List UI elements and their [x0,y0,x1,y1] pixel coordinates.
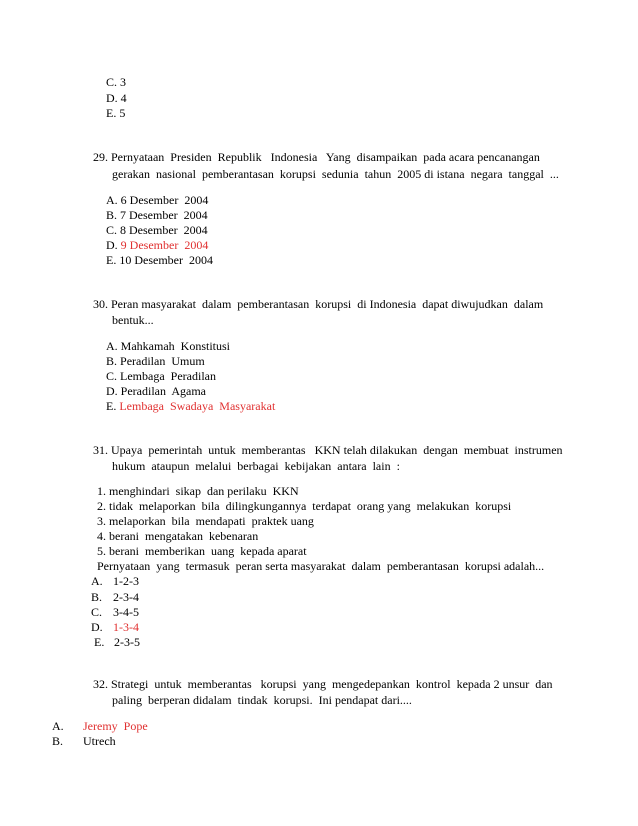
question-31-line2: hukum ataupun melalui berbagai kebijakan antara lain : [112,459,400,473]
option-letter: A. [52,719,64,733]
option-text: 8 Desember 2004 [120,223,208,237]
q31-option-d [91,620,139,635]
q29-option-c [106,223,208,238]
option-letter: B. [52,734,64,748]
q29-option-e [106,253,213,268]
option-text: 2-3-4 [113,590,139,604]
correct-answer-text: 9 Desember 2004 [120,238,209,252]
option-text: Peradilan Umum [120,354,205,368]
option-letter: B. [91,590,103,604]
question-31-line1: 31. Upaya pemerintah untuk memberantas KKN telah dilakukan dengan membuat instrumen [93,443,563,457]
q30-option-e [106,399,275,414]
option-letter: E. [106,399,117,413]
q32-option-a [52,719,148,734]
q31-item-3: 3. melaporkan bila mendapati praktek uang [97,514,314,528]
option-text: 2-3-5 [114,635,140,649]
q31-option-b [91,590,139,605]
q32-option-b [52,734,116,749]
option-letter: A. [106,339,118,353]
q30-option-b [106,354,205,369]
option-letter: D. [91,620,103,634]
option-d: D. 4 [106,91,127,105]
option-letter: C. [106,223,118,237]
correct-answer-text: Jeremy Pope [83,719,148,733]
option-text: Lembaga Peradilan [120,369,216,383]
option-text: Mahkamah Konstitusi [120,339,230,353]
option-text: 1-2-3 [113,574,139,588]
option-letter: A. [106,193,118,207]
option-e: E. 5 [106,106,126,120]
option-c: C. 3 [106,75,127,89]
option-letter: B. [106,354,118,368]
q31-option-a [91,574,139,589]
option-text: 7 Desember 2004 [120,208,208,222]
q31-item-1: 1. menghindari sikap dan perilaku KKN [97,484,299,498]
option-text: Peradilan Agama [120,384,206,398]
q31-item-5: 5. berani memberikan uang kepada aparat [97,544,307,558]
option-letter: C. [106,369,118,383]
option-letter: A. [91,574,103,588]
question-30-line2: bentuk... [112,313,154,327]
option-text: 3-4-5 [113,605,139,619]
question-32-line2: paling berperan didalam tindak korupsi. Ini pendapat dari.... [112,693,412,707]
q29-option-b [106,208,208,223]
option-letter: D. [106,238,118,252]
q30-option-a [106,339,230,354]
question-29-line2: gerakan nasional pemberantasan korupsi sedunia tahun 2005 di istana negara tanggal ... [112,167,559,181]
option-text: 6 Desember 2004 [120,193,209,207]
correct-answer-text: 1-3-4 [113,620,139,634]
q30-option-d [106,384,206,399]
q30-option-c [106,369,216,384]
option-letter: E. [106,253,117,267]
q31-item-4: 4. berani mengatakan kebenaran [97,529,259,543]
q31-option-e [94,635,140,650]
q29-option-d [106,238,208,253]
q31-option-c [91,605,139,620]
q31-statement: Pernyataan yang termasuk peran serta masyarakat dalam pemberantasan korupsi adalah... [97,559,545,573]
q31-item-2: 2. tidak melaporkan bila dilingkungannya terdapat orang yang melakukan korupsi [97,499,512,513]
q29-option-a [106,193,208,208]
option-letter: C. [91,605,103,619]
question-32-line1: 32. Strategi untuk memberantas korupsi yang mengedepankan kontrol kepada 2 unsur dan [93,677,553,691]
question-30-line1: 30. Peran masyarakat dalam pemberantasan korupsi di Indonesia dapat diwujudkan dalam [93,297,544,311]
correct-answer-text: Lembaga Swadaya Masyarakat [119,399,276,413]
question-29-line1: 29. Pernyataan Presiden Republik Indonesia Yang disampaikan pada acara pencanangan [93,150,540,164]
option-letter: D. [106,384,118,398]
option-text: 10 Desember 2004 [119,253,213,267]
option-letter: B. [106,208,118,222]
option-letter: E. [94,635,105,649]
option-text: Utrech [83,734,116,748]
